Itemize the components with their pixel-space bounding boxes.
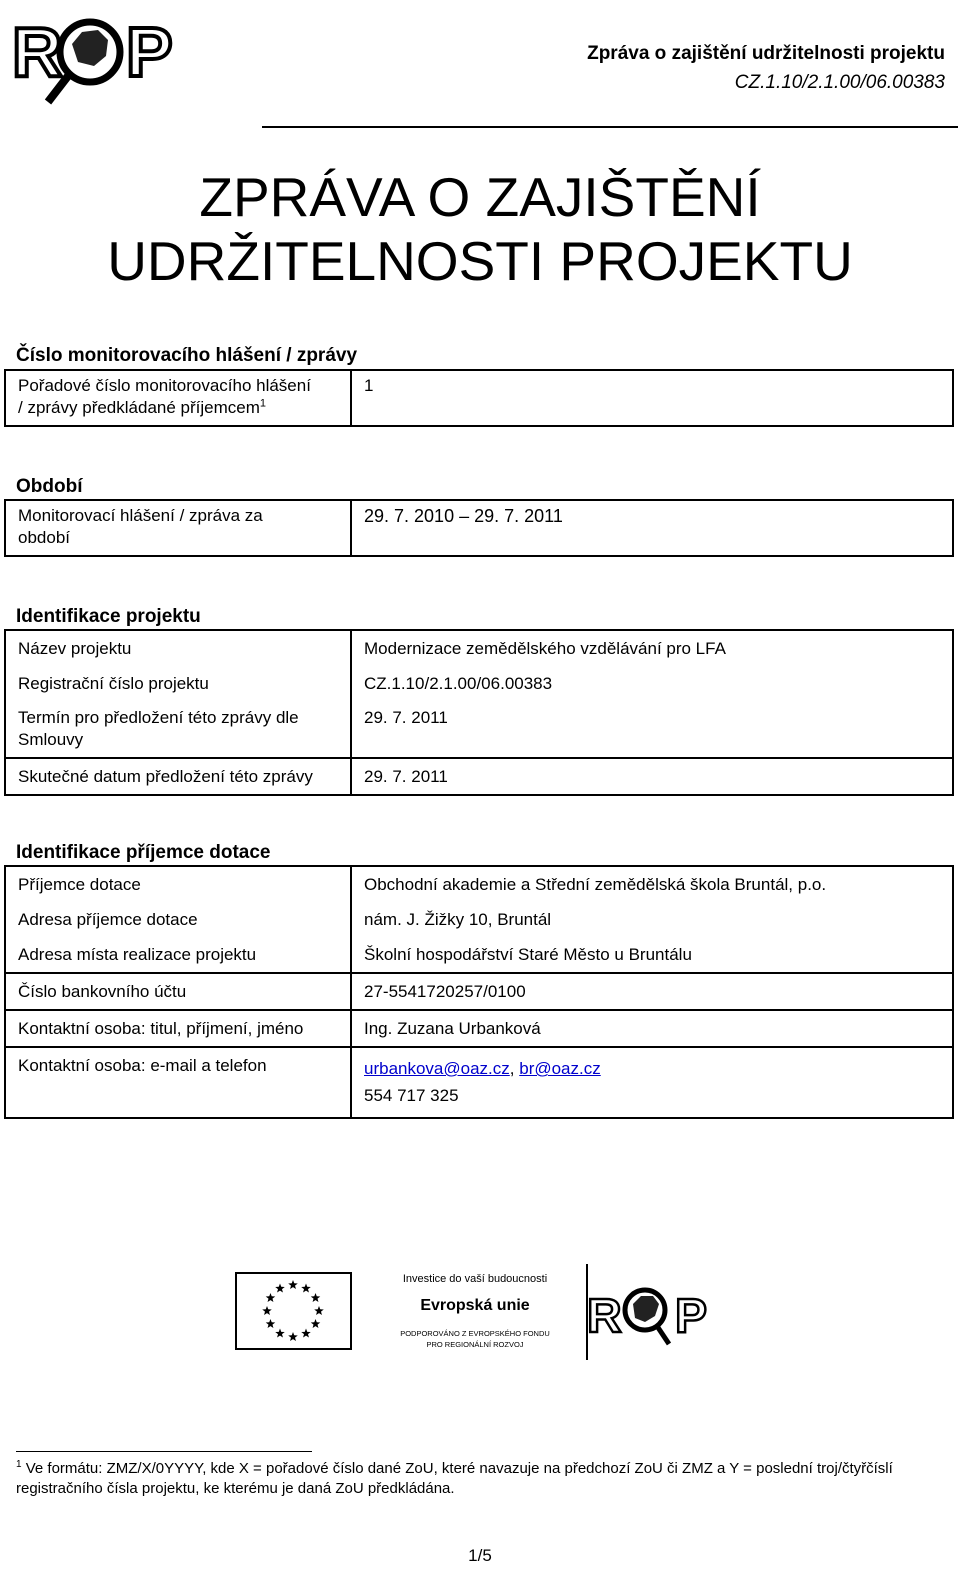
project-table [4,629,954,796]
monitoring-value: 1 [364,376,374,395]
bank-account-value: 27-5541720257/0100 [351,973,953,1010]
eu-fund-line-1: PODPOROVÁNO Z EVROPSKÉHO FONDU [400,1329,550,1338]
contact-email-phone-value [351,1047,953,1118]
registration-number-value: CZ.1.10/2.1.00/06.00383 [364,674,553,693]
realization-address-label: Adresa místa realizace projektu [5,937,351,973]
registration-number-label: Registrační číslo projektu [5,666,351,701]
recipient-row [5,1047,953,1118]
recipient-row [5,937,953,973]
document-title-line-1: ZPRÁVA O ZAJIŠTĚNÍ [199,166,761,228]
monitoring-label-line-1: Pořadové číslo monitorovacího hlášení [18,376,311,395]
contact-person-value: Ing. Zuzana Urbanková [351,1010,953,1047]
section-heading-project: Identifikace projektu [16,606,201,627]
footnote-ref: 1 [259,397,267,410]
rop-logo-small [587,1290,707,1344]
contact-person-label: Kontaktní osoba: titul, příjmení, jméno [5,1010,351,1047]
period-value: 29. 7. 2010 – 29. 7. 2011 [364,506,563,526]
recipient-value: Obchodní akademie a Střední zemědělská škola Bruntál, p.o. [364,875,827,894]
document-title [0,165,960,293]
recipient-row [5,1010,953,1047]
header-rule [262,126,958,128]
email-link-urbankova[interactable]: urbankova@oaz.cz [364,1059,510,1078]
section-heading-recipient: Identifikace příjemce dotace [16,842,271,863]
recipient-row [5,866,953,902]
bottom-logos [235,1262,735,1362]
eu-slogan: Investice do vaší budoucnosti [402,1273,548,1285]
deadline-label: Termín pro předložení této zprávy dle Smlouvy [5,701,351,758]
bank-account-label: Číslo bankovního účtu [5,973,351,1010]
eu-name: Evropská unie [420,1297,530,1314]
monitoring-table [4,369,954,427]
svg-text:P: P [126,13,173,91]
actual-date-label: Skutečné datum předložení této zprávy [5,758,351,795]
period-label-line-2: období [18,528,70,547]
recipient-address-value: nám. J. Žižky 10, Bruntál [364,910,552,929]
page-number: 1/5 [468,1546,492,1565]
svg-text:R: R [587,1290,622,1343]
footnote-rule [16,1451,312,1452]
actual-date-value: 29. 7. 2011 [351,758,953,795]
deadline-value: 29. 7. 2011 [364,708,448,727]
svg-text:P: P [675,1290,708,1343]
recipient-address-label: Adresa příjemce dotace [5,902,351,937]
footnote-text: Ve formátu: ZMZ/X/0YYYY, kde X = pořadové číslo dané ZoU, které navazuje na předchozí ZoU či ZMZ a Y = poslední troj/čtyřčíslí registračního čísla projektu, ke kterému je daná ZoU předkládána. [16,1460,893,1497]
recipient-table [4,865,954,1119]
period-table [4,499,954,557]
recipient-row [5,973,953,1010]
footnote [16,1459,936,1499]
email-separator: , [509,1059,520,1078]
email-link-br[interactable]: br@oaz.cz [519,1059,601,1078]
monitoring-label [5,370,351,426]
section-heading-monitoring: Číslo monitorovacího hlášení / zprávy [16,345,358,366]
period-label-line-1: Monitorovací hlášení / zpráva za [18,506,263,525]
project-name-value: Modernizace zemědělského vzdělávání pro LFA [364,639,726,658]
eu-fund-line-2: PRO REGIONÁLNÍ ROZVOJ [426,1340,524,1349]
monitoring-label-line-2: / zprávy předkládané příjemcem [18,398,260,417]
section-heading-period: Období [16,476,83,497]
project-row [5,630,953,666]
project-row [5,758,953,795]
project-name-label: Název projektu [5,630,351,666]
project-row [5,701,953,758]
footnote-number: 1 [16,1459,22,1470]
contact-email-phone-label: Kontaktní osoba: e-mail a telefon [5,1047,351,1118]
realization-address-value: Školní hospodářství Staré Město u Bruntálu [364,945,692,964]
header-title: Zpráva o zajištění udržitelnosti projektu [587,43,945,64]
svg-text:R: R [12,13,63,91]
period-label [5,500,351,556]
eu-flag-icon [236,1273,351,1349]
rop-logo [8,8,178,106]
recipient-row [5,902,953,937]
document-title-line-2: UDRŽITELNOSTI PROJEKTU [107,230,853,292]
project-row [5,666,953,701]
contact-phone: 554 717 325 [364,1086,459,1105]
recipient-label: Příjemce dotace [5,866,351,902]
header-project-code: CZ.1.10/2.1.00/06.00383 [734,72,945,93]
